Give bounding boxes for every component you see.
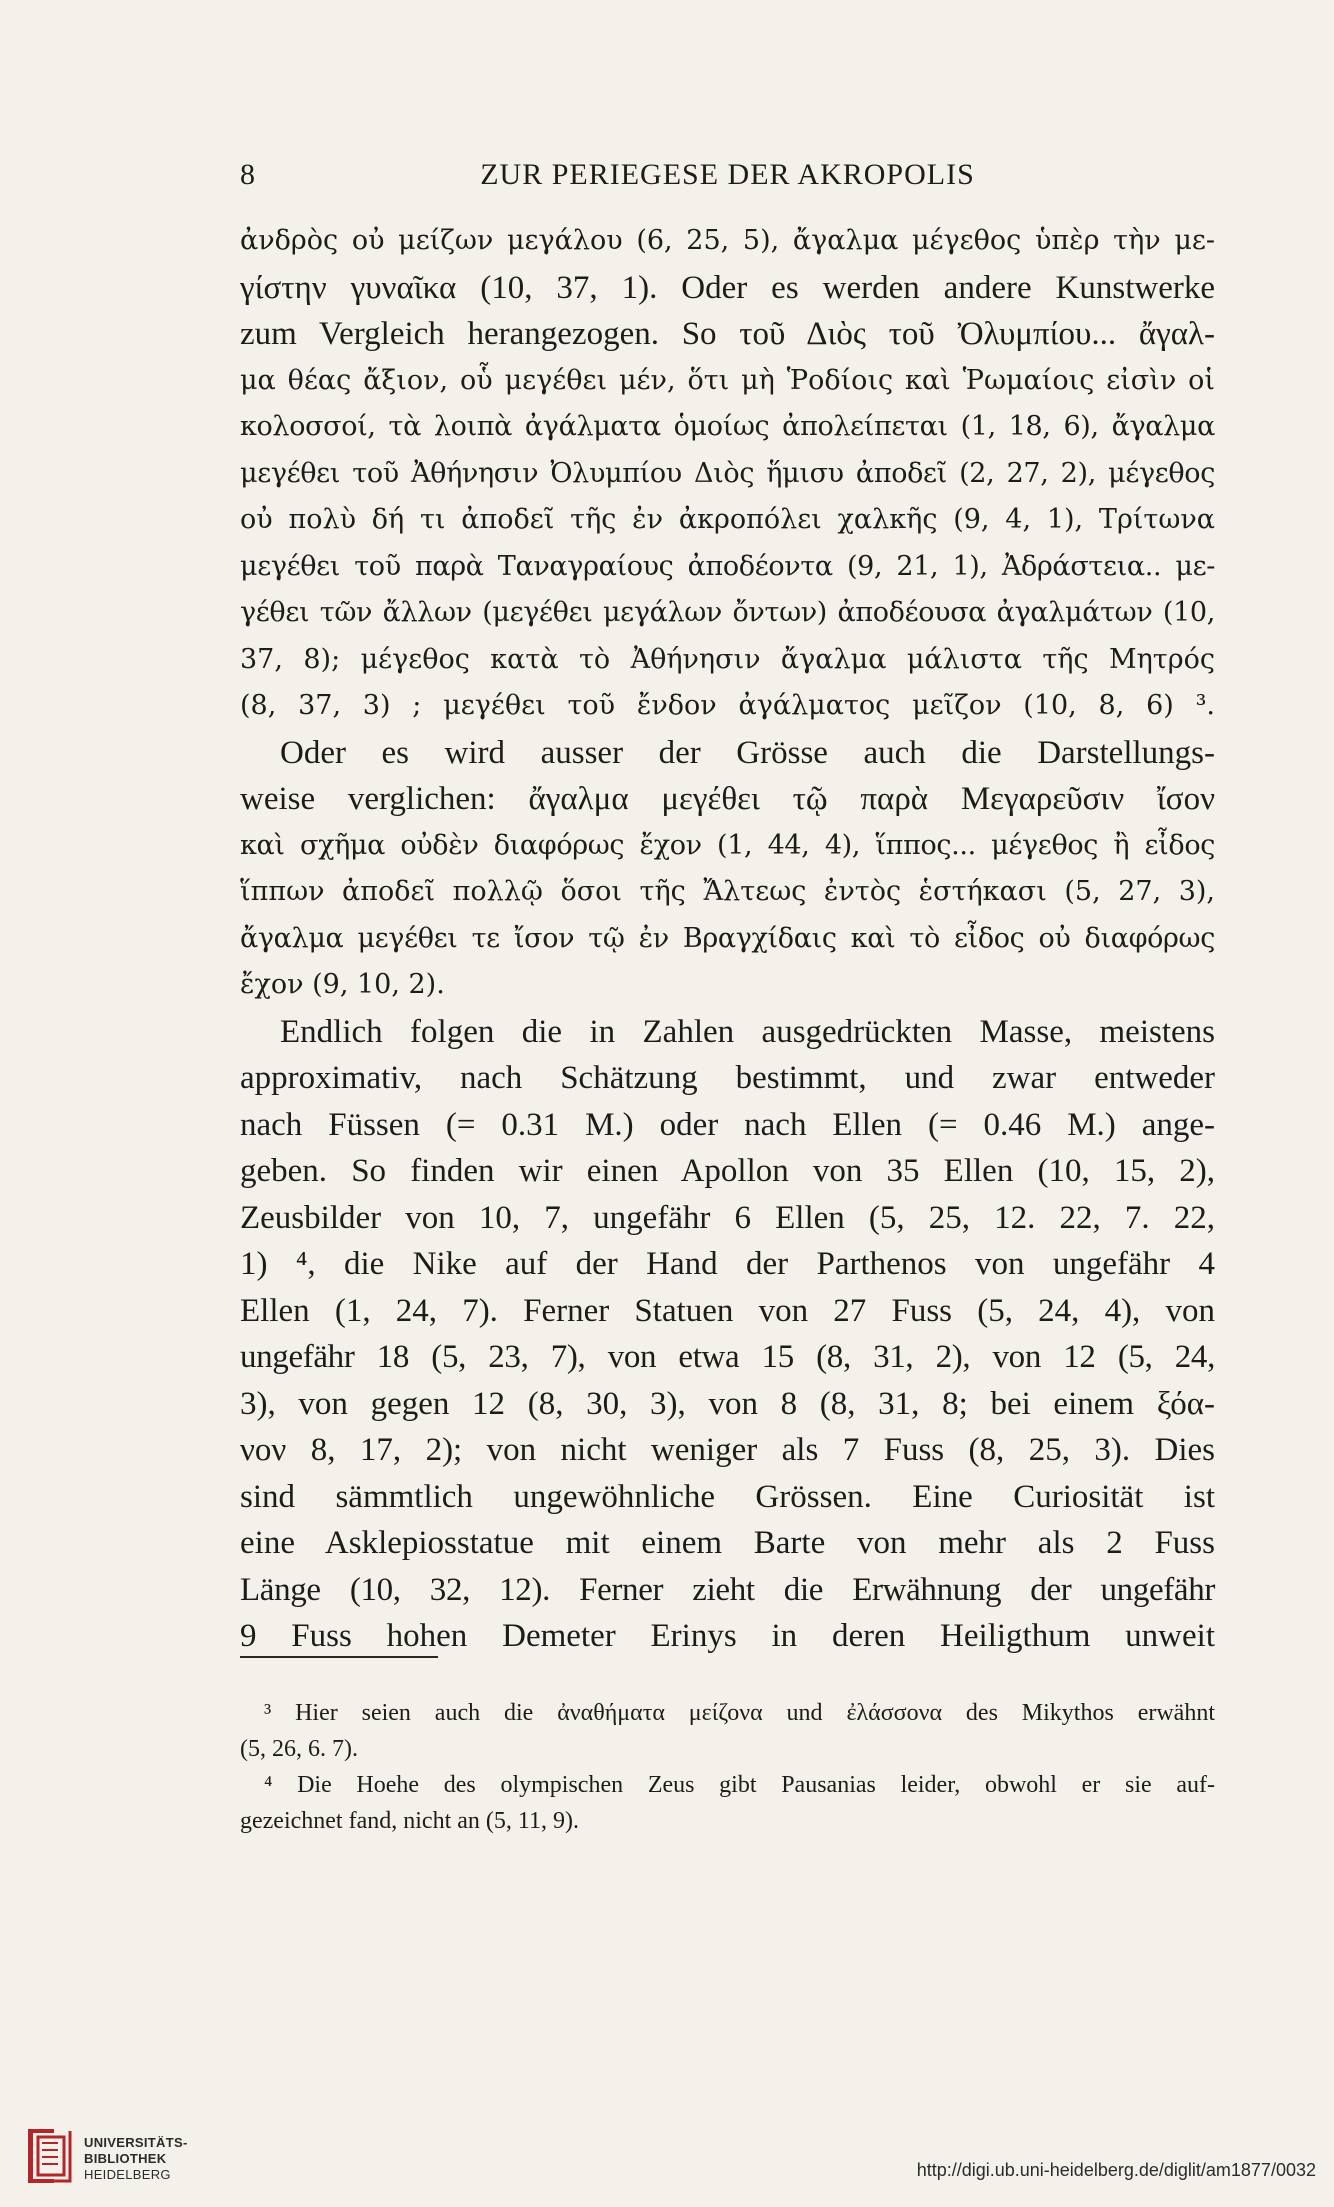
- text-line: μεγέθει τοῦ παρὰ Ταναγραίους ἀποδέοντα (9, 21, 1), Ἀδράστεια.. με-: [240, 550, 1215, 582]
- text-line: Ellen (1, 24, 7). Ferner Statuen von 27 Fuss (5, 24, 4), von: [240, 1292, 1215, 1329]
- text-line: Zeusbilder von 10, 7, ungefähr 6 Ellen (5, 25, 12. 22, 7. 22,: [240, 1199, 1215, 1236]
- text-line: 3), von gegen 12 (8, 30, 3), von 8 (8, 31, 8; bei einem ξόα-: [240, 1385, 1215, 1422]
- page-number: 8: [240, 158, 256, 191]
- footnote-line: (5, 26, 6. 7).: [240, 1736, 358, 1762]
- text-line: ἵππων ἀποδεῖ πολλῷ ὅσοι τῆς Ἄλτεως ἐντὸς ἑστήκασι (5, 27, 3),: [240, 876, 1215, 907]
- text-line: weise verglichen: ἄγαλμα μεγέθει τῷ παρὰ Μεγαρεῦσιν ἴσον: [240, 781, 1215, 817]
- text-line: ἔχον (9, 10, 2).: [240, 969, 445, 1000]
- footnote-line: gezeichnet fand, nicht an (5, 11, 9).: [240, 1808, 579, 1834]
- page-header: [240, 150, 1215, 200]
- heidelberg-library-logo-icon: [24, 2125, 74, 2187]
- footnote-line: ³ Hier seien auch die ἀναθήματα μείζονα und ἐλάσσονα des Mikythos erwähnt: [264, 1700, 1215, 1726]
- library-name-line: BIBLIOTHEK: [84, 2151, 167, 2166]
- text-line: ἀνδρὸς οὐ μείζων μεγάλου (6, 25, 5), ἄγαλμα μέγεθος ὑπὲρ τὴν με-: [240, 225, 1215, 256]
- footnotes: [240, 1695, 1215, 1839]
- text-line: Oder es wird ausser der Grösse auch die Darstellungs-: [280, 734, 1215, 771]
- text-line: nach Füssen (= 0.31 M.) oder nach Ellen (= 0.46 M.) ange-: [240, 1106, 1215, 1143]
- text-line: μα θέας ἄξιον, οὗ μεγέθει μέν, ὅτι μὴ Ῥοδίοις καὶ Ῥωμαίοις εἰσὶν οἱ: [240, 364, 1215, 396]
- library-name-line: UNIVERSITÄTS-: [84, 2135, 188, 2150]
- text-line: 37, 8); μέγεθος κατὰ τὸ Ἀθήνησιν ἄγαλμα μάλιστα τῆς Μητρός: [240, 643, 1215, 675]
- text-line: μεγέθει τοῦ Ἀθήνησιν Ὀλυμπίου Διὸς ἥμισυ ἀποδεῖ (2, 27, 2), μέγεθος: [240, 457, 1215, 489]
- source-url[interactable]: http://digi.ub.uni-heidelberg.de/diglit/am1877/0032: [916, 2160, 1316, 2180]
- footnote-divider: [240, 1656, 438, 1658]
- text-line: sind sämmtlich ungewöhnliche Grössen. Eine Curiosität ist: [240, 1478, 1215, 1515]
- footnote-line: ⁴ Die Hoehe des olympischen Zeus gibt Pausanias leider, obwohl er sie auf-: [264, 1772, 1215, 1798]
- text-line: zum Vergleich herangezogen. So τοῦ Διὸς τοῦ Ὀλυμπίου... ἄγαλ-: [240, 316, 1215, 352]
- library-name-line: HEIDELBERG: [84, 2167, 171, 2182]
- text-line: γίστην γυναῖκα (10, 37, 1). Oder es werden andere Kunstwerke: [240, 269, 1215, 306]
- text-line: ungefähr 18 (5, 23, 7), von etwa 15 (8, 31, 2), von 12 (5, 24,: [240, 1339, 1215, 1375]
- text-line: οὐ πολὺ δή τι ἀποδεῖ τῆς ἐν ἀκροπόλει χαλκῆς (9, 4, 1), Τρίτωνα: [240, 504, 1215, 535]
- text-line: γέθει τῶν ἄλλων (μεγέθει μεγάλων ὄντων) ἀποδέουσα ἀγαλμάτων (10,: [240, 597, 1215, 628]
- text-line: καὶ σχῆμα οὐδὲν διαφόρως ἔχον (1, 44, 4), ἵππος... μέγεθος ἢ εἶδος: [240, 829, 1215, 861]
- text-line: νον 8, 17, 2); von nicht weniger als 7 Fuss (8, 25, 3). Dies: [240, 1432, 1215, 1468]
- library-logo: [24, 2125, 264, 2195]
- running-title: ZUR PERIEGESE DER AKROPOLIS: [480, 158, 975, 191]
- main-text: [240, 218, 1215, 1660]
- text-line: 1) ⁴, die Nike auf der Hand der Parthenos von ungefähr 4: [240, 1246, 1215, 1282]
- text-line: κολοσσοί, τὰ λοιπὰ ἀγάλματα ὁμοίως ἀπολείπεται (1, 18, 6), ἄγαλμα: [240, 411, 1215, 442]
- text-line: approximativ, nach Schätzung bestimmt, und zwar entweder: [240, 1060, 1215, 1096]
- text-line: eine Asklepiosstatue mit einem Barte von mehr als 2 Fuss: [240, 1525, 1215, 1561]
- text-line: Endlich folgen die in Zahlen ausgedrückten Masse, meistens: [280, 1013, 1215, 1050]
- text-line: (8, 37, 3) ; μεγέθει τοῦ ἔνδον ἀγάλματος μεῖζον (10, 8, 6) ³.: [240, 690, 1215, 721]
- text-line: ἄγαλμα μεγέθει τε ἴσον τῷ ἐν Βραγχίδαις καὶ τὸ εἶδος οὐ διαφόρως: [240, 922, 1215, 954]
- text-line: 9 Fuss hohen Demeter Erinys in deren Heiligthum unweit: [240, 1618, 1215, 1654]
- text-line: Länge (10, 32, 12). Ferner zieht die Erwähnung der ungefähr: [240, 1571, 1215, 1608]
- text-line: geben. So finden wir einen Apollon von 35 Ellen (10, 15, 2),: [240, 1153, 1215, 1189]
